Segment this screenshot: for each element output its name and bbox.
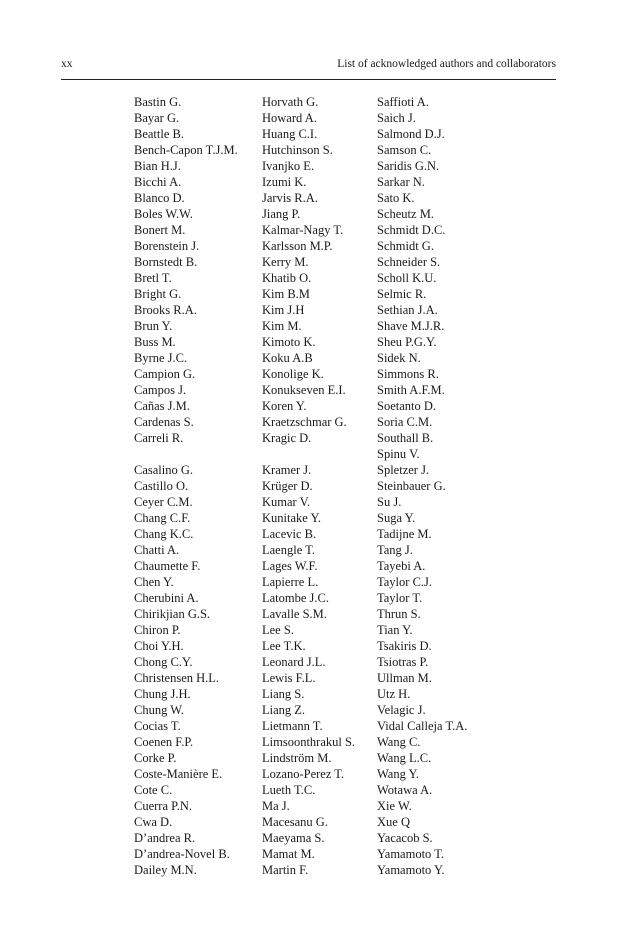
author-name: Kalmar-Nagy T. xyxy=(262,223,344,237)
author-name: Choi Y.H. xyxy=(134,639,184,653)
author-name: Steinbauer G. xyxy=(377,479,446,493)
author-name: Saffioti A. xyxy=(377,95,429,109)
author-name: Karlsson M.P. xyxy=(262,239,333,253)
author-name: Xie W. xyxy=(377,799,412,813)
author-name: Bornstedt B. xyxy=(134,255,198,269)
author-name: Latombe J.C. xyxy=(262,591,330,605)
author-column-1 xyxy=(134,94,238,878)
author-name: Scheutz M. xyxy=(377,207,434,221)
author-name: Soetanto D. xyxy=(377,399,437,413)
author-name: Bench-Capon T.J.M. xyxy=(134,143,238,157)
author-name: Koku A.B xyxy=(262,351,313,365)
author-name: Wang Y. xyxy=(377,767,420,781)
author-name: Corke P. xyxy=(134,751,177,765)
author-name: Koren Y. xyxy=(262,399,307,413)
author-name: Bright G. xyxy=(134,287,182,301)
author-name: Casalino G. xyxy=(134,463,194,477)
author-name: Wotawa A. xyxy=(377,783,433,797)
author-column-2 xyxy=(262,94,355,878)
author-name: Schneider S. xyxy=(377,255,441,269)
author-name: Lages W.F. xyxy=(262,559,318,573)
author-name: Tsakiris D. xyxy=(377,639,432,653)
author-name: Coenen F.P. xyxy=(134,735,194,749)
author-name: Lapierre L. xyxy=(262,575,319,589)
author-name: Khatib O. xyxy=(262,271,312,285)
author-name: Taylor C.J. xyxy=(377,575,433,589)
author-name: Saridis G.N. xyxy=(377,159,440,173)
author-name: Lietmann T. xyxy=(262,719,323,733)
author-name: Ma J. xyxy=(262,799,290,813)
author-name: Yamamoto Y. xyxy=(377,863,445,877)
author-name: Bian H.J. xyxy=(134,159,181,173)
author-name: Tian Y. xyxy=(377,623,413,637)
author-column-3 xyxy=(377,94,467,878)
author-name: Suga Y. xyxy=(377,511,416,525)
author-name: Bretl T. xyxy=(134,271,172,285)
author-name: Jiang P. xyxy=(262,207,301,221)
author-name: Simmons R. xyxy=(377,367,439,381)
author-name: Izumi K. xyxy=(262,175,307,189)
spacer-line xyxy=(134,446,238,462)
author-name: Brooks R.A. xyxy=(134,303,197,317)
author-name: Martin F. xyxy=(262,863,309,877)
author-name: Southall B. xyxy=(377,431,434,445)
author-name: Kunitake Y. xyxy=(262,511,322,525)
author-name: Schmidt G. xyxy=(377,239,434,253)
author-name: Lacevic B. xyxy=(262,527,317,541)
author-name: Kimoto K. xyxy=(262,335,316,349)
author-name: Cañas J.M. xyxy=(134,399,190,413)
author-name: Konukseven E.I. xyxy=(262,383,346,397)
author-name: Lavalle S.M. xyxy=(262,607,327,621)
author-name: Lewis F.L. xyxy=(262,671,316,685)
author-name: Utz H. xyxy=(377,687,411,701)
author-name: Ceyer C.M. xyxy=(134,495,193,509)
author-name: Bicchi A. xyxy=(134,175,182,189)
author-name: Tang J. xyxy=(377,543,413,557)
author-name: Shave M.J.R. xyxy=(377,319,445,333)
author-name: Wang C. xyxy=(377,735,421,749)
author-name: Howard A. xyxy=(262,111,317,125)
author-name: Cote C. xyxy=(134,783,173,797)
author-name: Cwa D. xyxy=(134,815,173,829)
author-name: Chaumette F. xyxy=(134,559,201,573)
author-name: Lindström M. xyxy=(262,751,332,765)
author-name: Tayebi A. xyxy=(377,559,426,573)
author-name: Kim M. xyxy=(262,319,302,333)
author-name: Maeyama S. xyxy=(262,831,325,845)
author-name: Ullman M. xyxy=(377,671,432,685)
author-name: Blanco D. xyxy=(134,191,185,205)
author-name: Smith A.F.M. xyxy=(377,383,445,397)
author-name: Krüger D. xyxy=(262,479,313,493)
author-name: Sheu P.G.Y. xyxy=(377,335,437,349)
author-name: Samson C. xyxy=(377,143,432,157)
author-name: Limsoonthrakul S. xyxy=(262,735,356,749)
author-name: Lueth T.C. xyxy=(262,783,316,797)
author-name: Buss M. xyxy=(134,335,176,349)
author-name: Lozano-Perez T. xyxy=(262,767,345,781)
author-name: Lee T.K. xyxy=(262,639,306,653)
author-name: Liang Z. xyxy=(262,703,306,717)
author-name: Scholl K.U. xyxy=(377,271,437,285)
author-name: Leonard J.L. xyxy=(262,655,326,669)
author-name: Yacacob S. xyxy=(377,831,433,845)
author-name: Laengle T. xyxy=(262,543,315,557)
author-name: Chang C.F. xyxy=(134,511,191,525)
author-name: Carreli R. xyxy=(134,431,184,445)
author-name: D’andrea R. xyxy=(134,831,196,845)
author-name: Hutchinson S. xyxy=(262,143,333,157)
author-name: Chirikjian G.S. xyxy=(134,607,211,621)
author-name: Chung W. xyxy=(134,703,185,717)
author-name: Borenstein J. xyxy=(134,239,200,253)
author-name: Wang L.C. xyxy=(377,751,432,765)
author-name: Chong C.Y. xyxy=(134,655,193,669)
author-name: Sarkar N. xyxy=(377,175,425,189)
author-name: Taylor T. xyxy=(377,591,423,605)
author-name: Campion G. xyxy=(134,367,196,381)
author-name: Sato K. xyxy=(377,191,415,205)
author-name: Saich J. xyxy=(377,111,416,125)
author-name: Xue Q xyxy=(377,815,410,829)
author-name: Boles W.W. xyxy=(134,207,193,221)
author-name: Yamamoto T. xyxy=(377,847,445,861)
author-name: Selmic R. xyxy=(377,287,427,301)
author-name: Spinu V. xyxy=(377,447,420,461)
author-name: Soria C.M. xyxy=(377,415,433,429)
author-name: Kerry M. xyxy=(262,255,309,269)
author-name: Chiron P. xyxy=(134,623,181,637)
author-name: Sidek N. xyxy=(377,351,421,365)
author-name: Sethian J.A. xyxy=(377,303,438,317)
author-name: Jarvis R.A. xyxy=(262,191,318,205)
author-name: Huang C.I. xyxy=(262,127,318,141)
author-name: Chen Y. xyxy=(134,575,174,589)
author-name: Coste-Manière E. xyxy=(134,767,223,781)
author-name: Byrne J.C. xyxy=(134,351,188,365)
running-header xyxy=(61,58,556,76)
author-name: Liang S. xyxy=(262,687,305,701)
author-name: Campos J. xyxy=(134,383,187,397)
running-title: List of acknowledged authors and collaborators xyxy=(337,58,556,70)
author-name: Su J. xyxy=(377,495,402,509)
author-name: Cardenas S. xyxy=(134,415,194,429)
author-name: Mamat M. xyxy=(262,847,315,861)
author-name: Christensen H.L. xyxy=(134,671,220,685)
page-number: xx xyxy=(61,58,73,70)
author-name: Vidal Calleja T.A. xyxy=(377,719,468,733)
author-name: Chung J.H. xyxy=(134,687,191,701)
author-name: Tsiotras P. xyxy=(377,655,429,669)
author-name: Kraetzschmar G. xyxy=(262,415,347,429)
spacer-line xyxy=(262,446,355,462)
author-name: Chatti A. xyxy=(134,543,180,557)
author-name: Kim J.H xyxy=(262,303,305,317)
author-name: Chang K.C. xyxy=(134,527,194,541)
author-name: Cherubini A. xyxy=(134,591,199,605)
author-name: Bayar G. xyxy=(134,111,180,125)
author-name: Ivanjko E. xyxy=(262,159,315,173)
author-name: Dailey M.N. xyxy=(134,863,197,877)
author-name: Bonert M. xyxy=(134,223,186,237)
author-name: Bastin G. xyxy=(134,95,182,109)
author-name: Castillo O. xyxy=(134,479,189,493)
author-name: Lee S. xyxy=(262,623,294,637)
author-name: Kumar V. xyxy=(262,495,311,509)
author-name: Velagic J. xyxy=(377,703,426,717)
author-name: Macesanu G. xyxy=(262,815,328,829)
author-name: Cuerra P.N. xyxy=(134,799,192,813)
author-name: Brun Y. xyxy=(134,319,173,333)
author-name: Kragic D. xyxy=(262,431,312,445)
author-name: Cocias T. xyxy=(134,719,181,733)
author-name: D’andrea-Novel B. xyxy=(134,847,230,861)
author-name: Beattle B. xyxy=(134,127,184,141)
author-name: Schmidt D.C. xyxy=(377,223,446,237)
author-name: Kim B.M xyxy=(262,287,310,301)
author-name: Konolige K. xyxy=(262,367,324,381)
author-name: Kramer J. xyxy=(262,463,312,477)
author-name: Salmond D.J. xyxy=(377,127,445,141)
author-name: Thrun S. xyxy=(377,607,421,621)
header-rule xyxy=(61,79,556,80)
author-name: Tadijne M. xyxy=(377,527,432,541)
author-name: Horvath G. xyxy=(262,95,319,109)
author-name: Spletzer J. xyxy=(377,463,430,477)
